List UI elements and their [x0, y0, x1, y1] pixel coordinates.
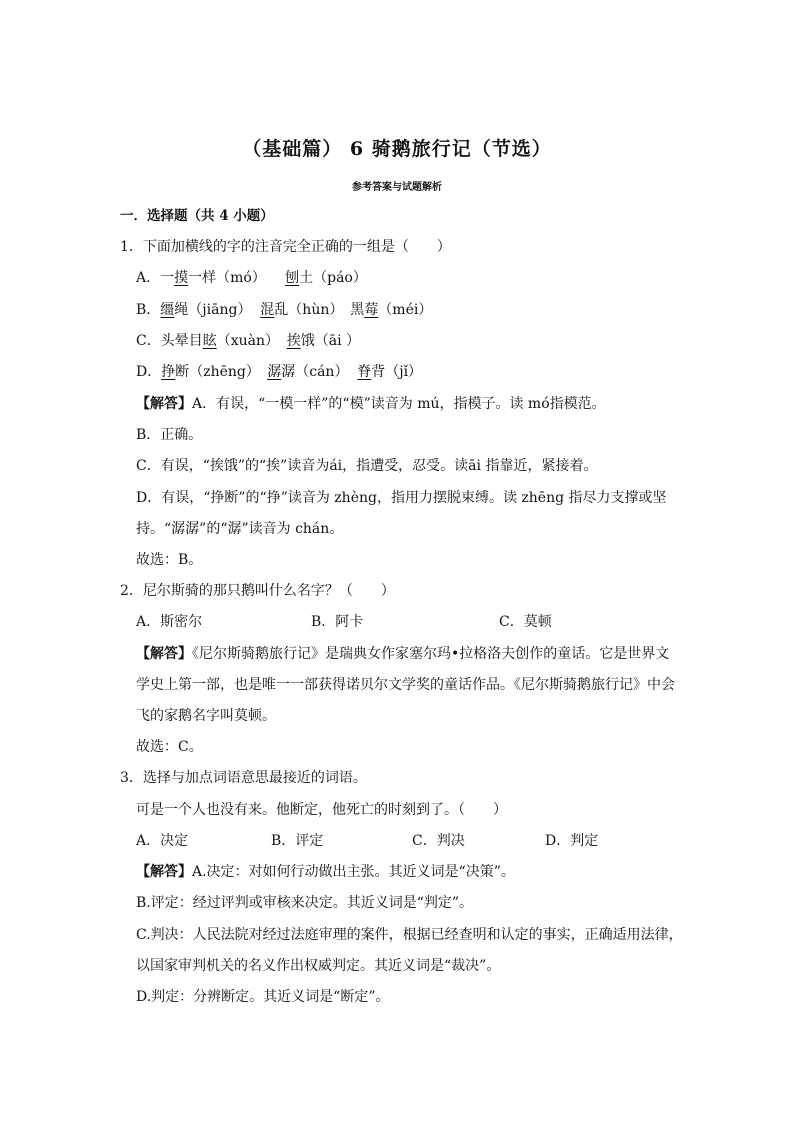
- question-3-option-d: D．判定: [545, 833, 599, 849]
- question-2-option-c: C．莫顿: [499, 614, 552, 630]
- question-3-option-b: B．评定: [271, 833, 324, 849]
- question-3-answer-line-5: D.判定：分辨断定。其近义词是“断定”。: [136, 989, 390, 1005]
- question-1-option-a: A．一摸一样（mó） 刨土（páo）: [136, 270, 367, 286]
- option-a-part-2: 刨土（páo）: [285, 270, 367, 286]
- question-1-answer-line-4: D．有误，“挣断”的“挣”读音为 zhèng，指用力摆脱束缚。读 zhēng 指尽力支撑或坚: [136, 490, 667, 506]
- question-2-answer-result: 故选：C。: [136, 739, 203, 755]
- option-b-part-1: 缰绳（jiāng）: [160, 302, 252, 318]
- question-1-answer-line-5: 持。“潺潺”的“潺”读音为 chán。: [136, 521, 344, 537]
- question-1-option-b: B．缰绳（jiāng） 混乱（hùn） 黑莓（méi）: [136, 302, 433, 318]
- question-3-answer-line-1: 【解答】A.决定：对如何行动做出主张。其近义词是“决策”。: [136, 864, 515, 880]
- question-2-answer-line-2: 学史上第一部，也是唯一一部获得诺贝尔文学奖的童话作品。《尼尔斯骑鹅旅行记》中会: [136, 677, 675, 693]
- document-title: （基础篇） 6 骑鹅旅行记（节选）: [242, 138, 552, 160]
- question-2-option-a: A．斯密尔: [136, 614, 203, 630]
- question-1-answer-line-2: B．正确。: [136, 427, 203, 443]
- question-2-answer-line-1: 【解答】《尼尔斯骑鹅旅行记》是瑞典女作家塞尔玛•拉格洛夫创作的童话。它是世界文: [136, 646, 670, 662]
- option-c-part-1: 头晕目眩（xuàn）: [160, 333, 279, 349]
- question-1-option-c: C．头晕目眩（xuàn） 挨饿（āi ）: [136, 333, 360, 349]
- question-3-option-c: C．判决: [412, 833, 465, 849]
- option-b-part-2: 混乱（hùn）: [260, 302, 344, 318]
- question-3-sentence: 可是一个人也没有来。他断定，他死亡的时刻到了。（ ）: [136, 802, 507, 818]
- question-3-answer-line-2: B.评定：经过评判或审核来决定。其近义词是“判定”。: [136, 895, 474, 911]
- question-1-answer-line-3: C．有误，“挨饿”的“挨”读音为ái，指遭受，忍受。读āi 指靠近，紧接着。: [136, 458, 598, 474]
- question-3-answer-line-3: C.判决：人民法院对经过法庭审理的案件，根据已经查明和认定的事实，正确适用法律，: [136, 927, 683, 943]
- document-subtitle: 参考答案与试题解析: [352, 182, 442, 193]
- question-3-options: [136, 831, 598, 851]
- option-d-part-3: 脊背（jǐ）: [357, 364, 423, 380]
- question-1-answer-line-1: 【解答】A．有误，“一模一样”的“模”读音为 mú，指模子。读 mó指模范。: [136, 396, 606, 412]
- question-1-stem: 1．下面加横线的字的注音完全正确的一组是（ ）: [120, 239, 451, 255]
- question-1-answer-result: 故选：B。: [136, 552, 203, 568]
- option-a-part-1: 一摸一样（mó）: [160, 270, 266, 286]
- question-2-stem: 2．尼尔斯骑的那只鹅叫什么名字？（ ）: [120, 583, 395, 599]
- question-3-option-a: A．决定: [136, 833, 189, 849]
- question-2-options: [136, 612, 552, 632]
- option-c-part-2: 挨饿（āi ）: [286, 333, 360, 349]
- question-2-option-b: B．阿卡: [311, 614, 364, 630]
- option-d-part-2: 潺潺（cán）: [267, 364, 349, 380]
- section-heading: 一．选择题（共 4 小题）: [120, 208, 274, 224]
- option-d-part-1: 挣断（zhēng）: [161, 364, 260, 380]
- question-3-answer-line-4: 以国家审判机关的名义作出权威判定。其近义词是“裁决”。: [136, 958, 501, 974]
- question-1-option-d: D．挣断（zhēng） 潺潺（cán） 脊背（jǐ）: [136, 364, 423, 380]
- question-2-answer-line-3: 飞的家鹅名字叫莫顿。: [136, 708, 276, 724]
- option-b-part-3: 黑莓（méi）: [350, 302, 433, 318]
- question-3-stem: 3．选择与加点词语意思最接近的词语。: [120, 770, 367, 786]
